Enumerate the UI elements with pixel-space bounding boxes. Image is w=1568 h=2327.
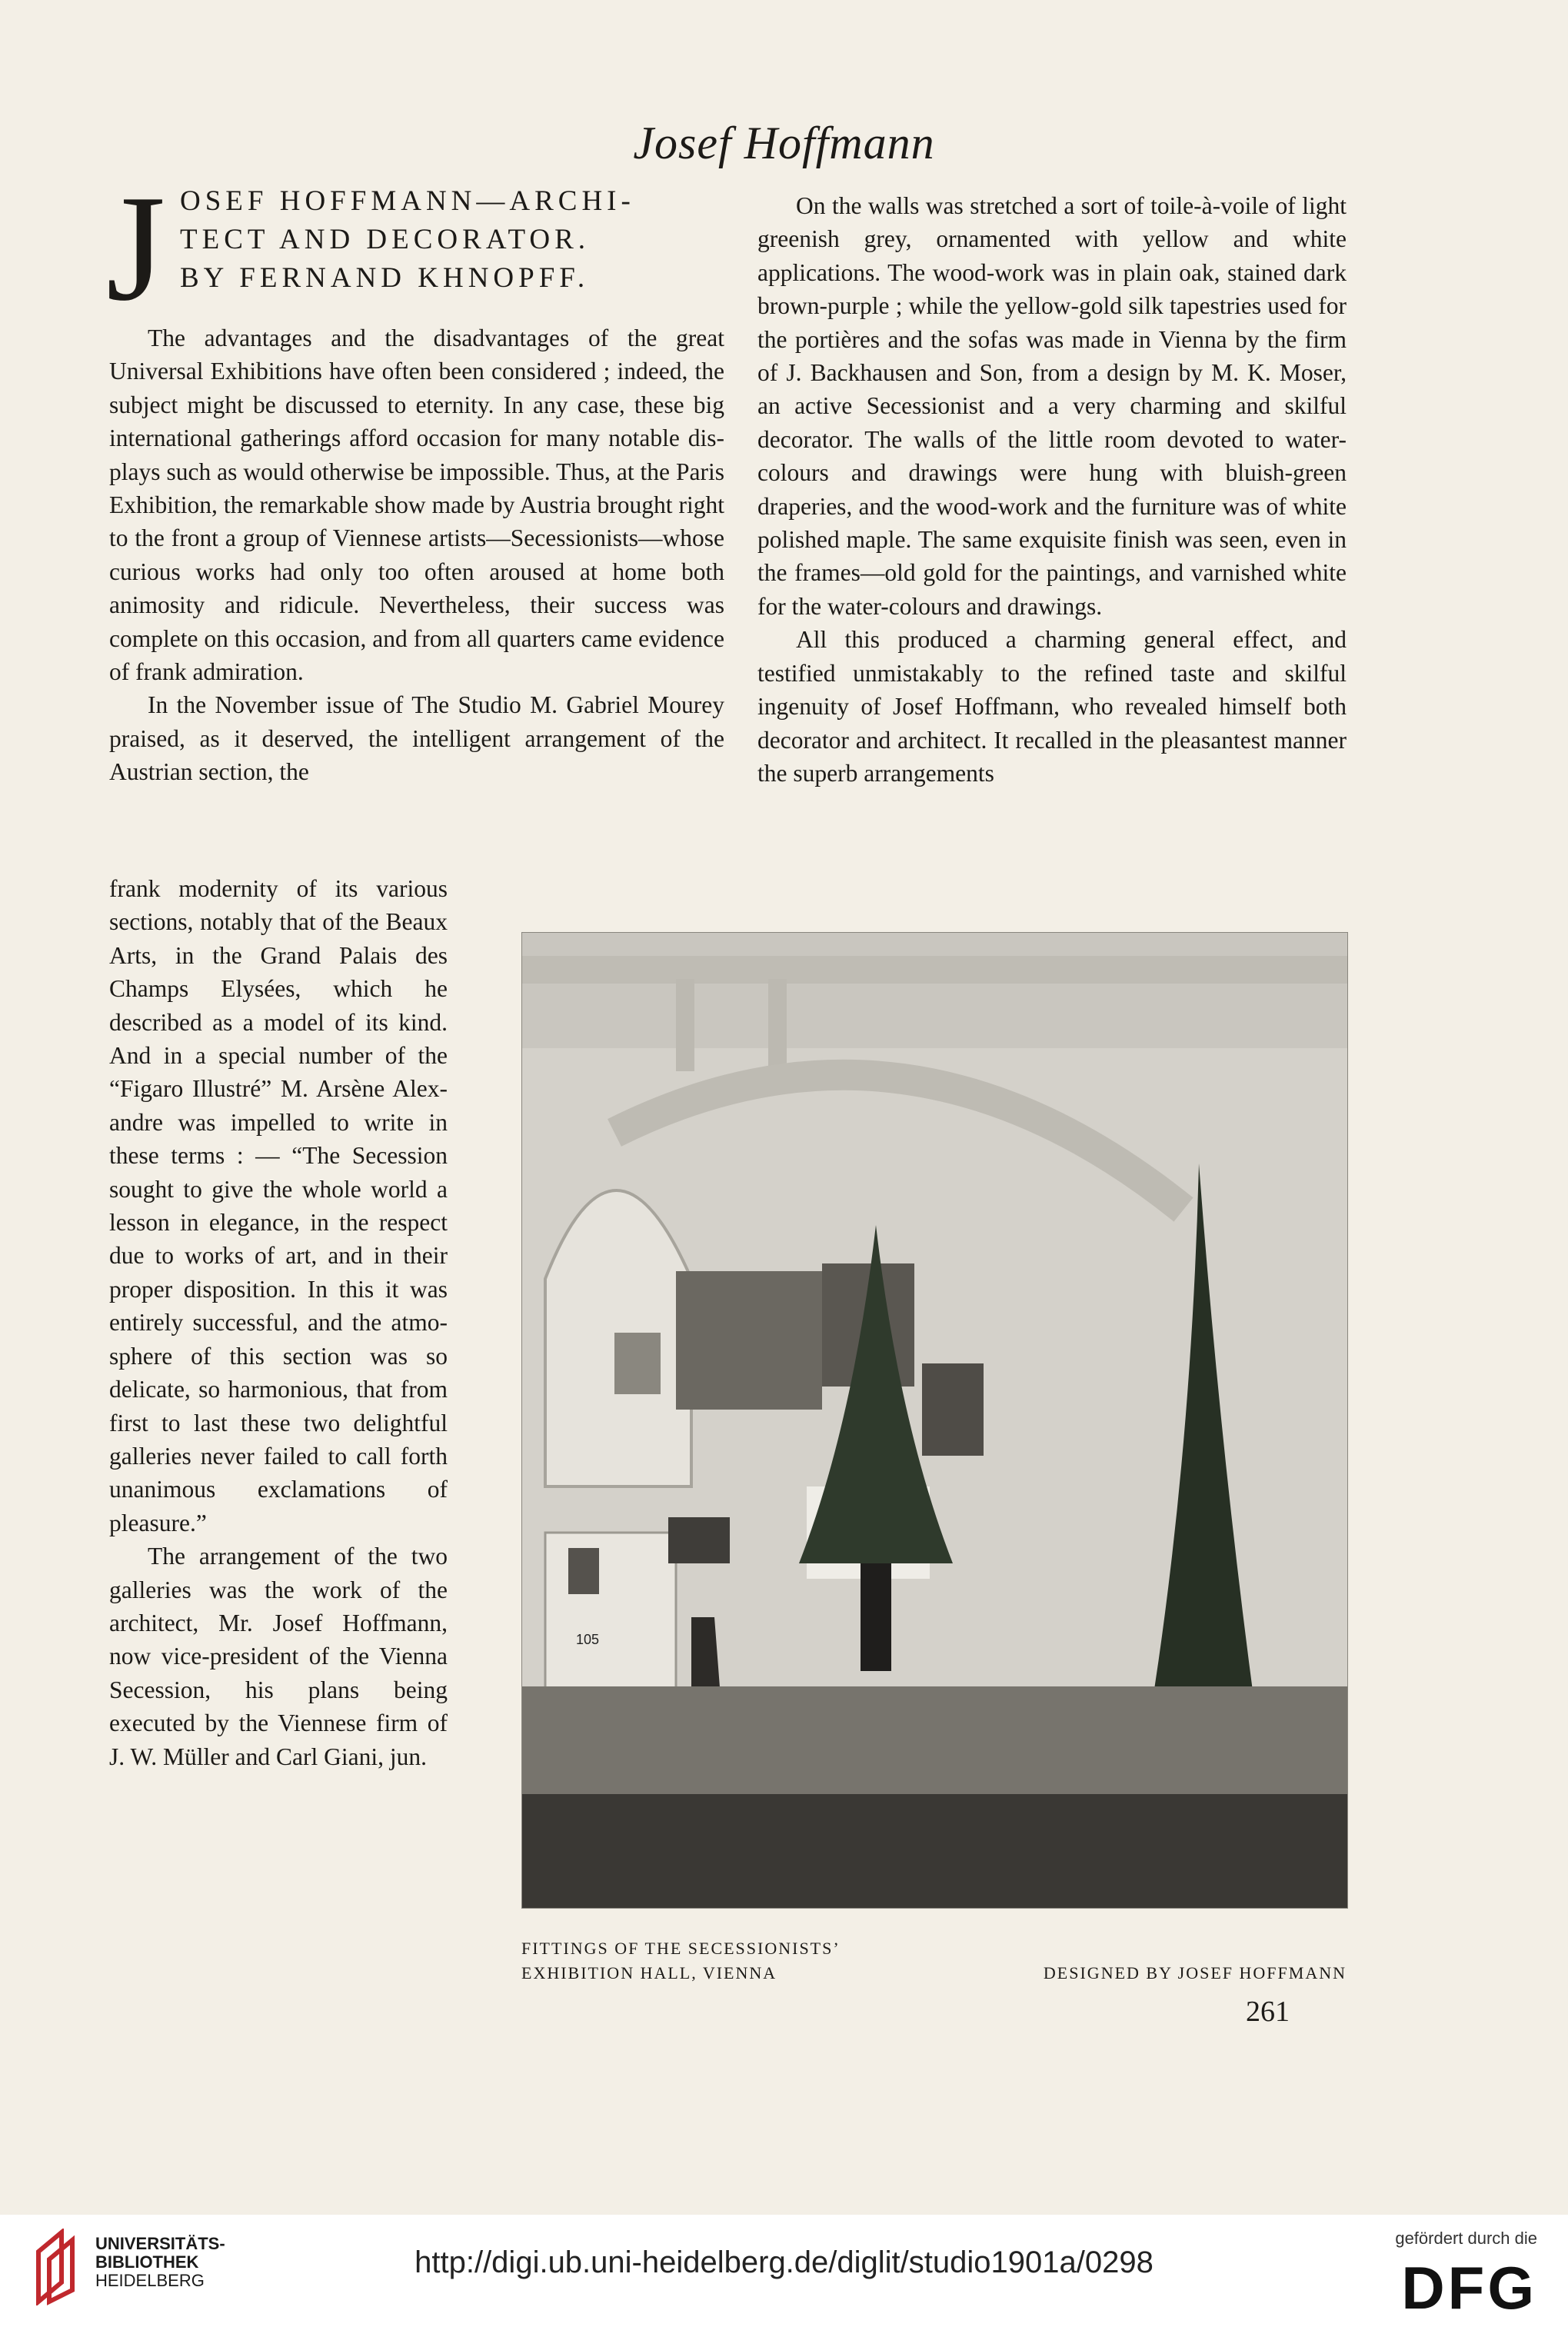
paragraph-3: frank modernity of its various sections, notably that of the Beaux Arts, in the Grand Palais des Champs Elysées, which he described as a model of its kind. And in a special number of the “Figaro Illustré” M. Arsène Alexandre was impelled to write in these terms : — “The Secession sought to give the whole world a lesson in elegance, in the respect due to works of art, and in their proper disposition. In this it was entirely successful, and the atmosphere of this section was so delicate, so harmonious, that from first to last these two delightful galleries never failed to call forth unanimous exclamations of pleasure.” [109, 875, 448, 1536]
page-number: 261 [1246, 1996, 1290, 2028]
library-line-2: BIBLIOTHEK [95, 2252, 199, 2272]
left-column-wide [109, 321, 724, 789]
paragraph-4: The arrangement of the two galleries was the work of the architect, Mr. Josef Hoffmann, now vice-president of the Vienna Secession, his plans being executed by the Viennese firm of J. W. Müller and Carl Giani, jun. [109, 1543, 448, 1770]
paragraph-6: All this produced a charming general effect, and testified unmistakably to the refined taste and skilful ingenuity of Josef Hoffmann, who revealed himself both decorator and architect. It recalled in the pleasantest manner the superb arrangements [757, 626, 1347, 787]
paragraph-2: In the November issue of The Studio M. Gabriel Mourey praised, as it deserved, the intelligent arrangement of the Austrian section, the [109, 691, 724, 786]
caption-line-1: FITTINGS OF THE SECESSIONISTS’ [521, 1939, 841, 1958]
article-title [106, 164, 732, 332]
library-line-1: UNIVERSITÄTS- [95, 2234, 225, 2253]
photo-illustration [522, 933, 1347, 1908]
exhibition-hall-photo [521, 932, 1348, 1909]
title-line-3: BY FERNAND KHNOPFF. [180, 262, 590, 294]
running-head: Josef Hoffmann [633, 118, 935, 168]
caption-left [521, 1936, 841, 1986]
left-column-narrow [109, 872, 448, 1773]
library-line-3: HEIDELBERG [95, 2271, 205, 2290]
title-line-1: OSEF HOFFMANN—ARCHI- [180, 185, 635, 217]
funder-note: gefördert durch die [1395, 2229, 1537, 2248]
title-line-2: TECT AND DECORATOR. [180, 224, 591, 255]
paragraph-1: The advantages and the disadvantages of the great Universal Exhibitions have often been considered ; indeed, the subject might be discussed to eternity. In any case, these big international gatherings afford occasion for many notable displays such as would otherwise be impossible. Thus, at the Paris Exhibition, the remarkable show made by Austria brought right to the front a group of Viennese artists—Secessionists—whose curious works had only too often aroused at home both animosity and ridicule. Nevertheless, their success was complete on this occasion, and from all quarters came evidence of frank admiration. [109, 325, 724, 686]
dfg-logo: DFG [1401, 2254, 1537, 2322]
caption-line-2: EXHIBITION HALL, VIENNA [521, 1963, 777, 1982]
caption-right: DESIGNED BY JOSEF HOFFMANN [1043, 1963, 1347, 1982]
source-url-link[interactable]: http://digi.ub.uni-heidelberg.de/diglit/studio1901a/0298 [414, 2245, 1154, 2279]
paragraph-5: On the walls was stretched a sort of toile-à-voile of light greenish grey, ornamented with yellow and white applications. The wood-work was in plain oak, stained dark brown-purple ; while the yellow-gold silk tapestries used for the portières and the sofas was made in Vienna by the firm of J. Backhausen and Son, from a design by M. K. Moser, an active Secessionist and a very charming and skilful decorator. The walls of the little room devoted to water-colours and drawings were hung with bluish-green draperies, and the wood-work and the furniture was of white polished maple. The same exquisite finish was seen, even in the frames—old gold for the paintings, and varnished white for the water-colours and drawings. [757, 192, 1347, 620]
right-column [757, 189, 1347, 790]
photo-label: 105 [576, 1632, 600, 1647]
drop-cap: J [106, 164, 166, 332]
